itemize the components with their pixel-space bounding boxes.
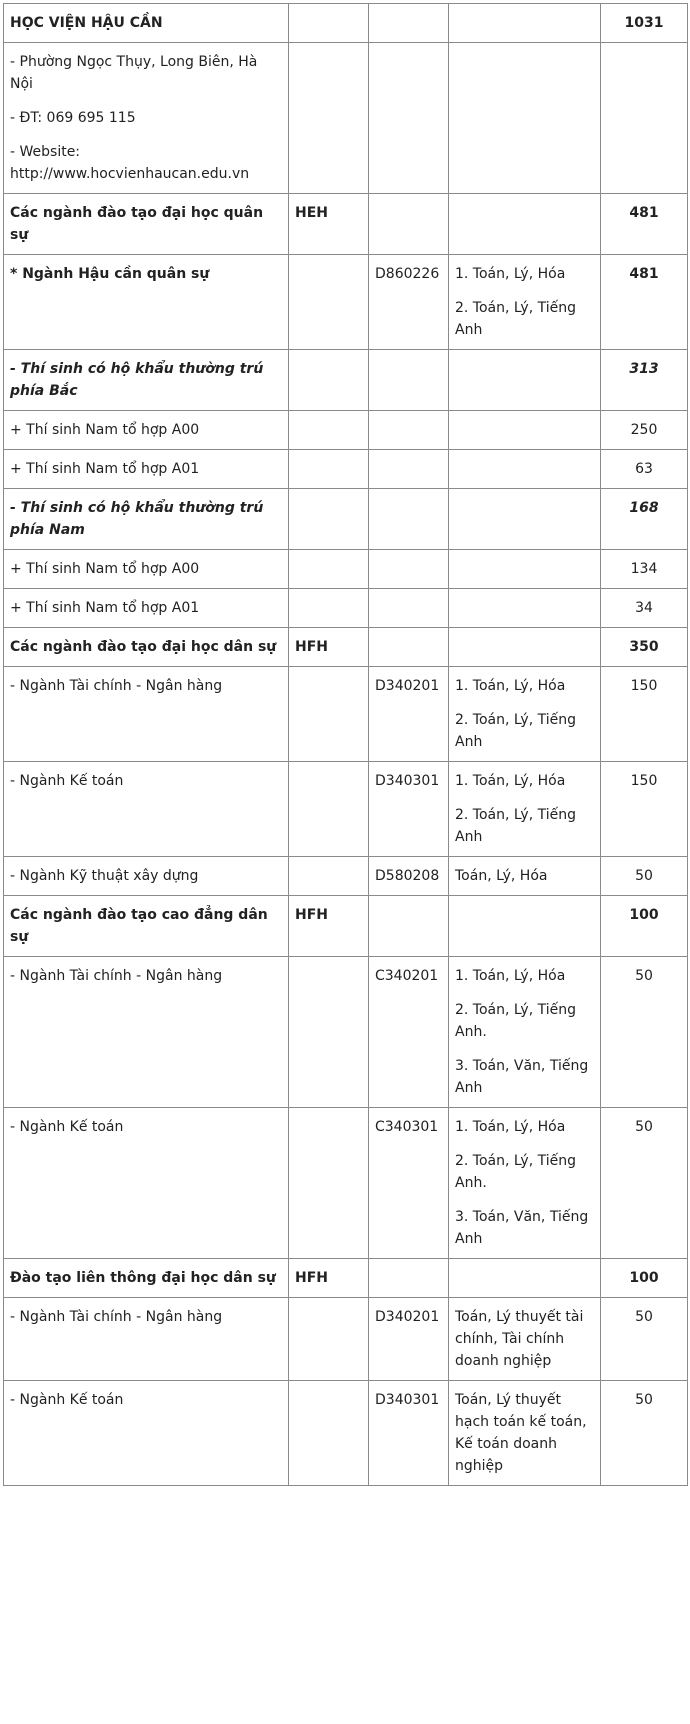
table-row: [4, 194, 688, 255]
school-code: [289, 411, 369, 450]
major-code: D860226: [369, 255, 449, 350]
major-code: C340201: [369, 957, 449, 1108]
subject-combo: 1. Toán, Lý, Hóa: [455, 968, 566, 984]
school-address: - Phường Ngọc Thụy, Long Biên, Hà Nội: [10, 54, 258, 92]
row-name: Các ngành đào tạo cao đẳng dân sự: [4, 896, 289, 957]
quota: 50: [601, 1298, 688, 1381]
row-name: - Ngành Tài chính - Ngân hàng: [4, 957, 289, 1108]
subject-combo: 3. Toán, Văn, Tiếng Anh: [455, 1209, 589, 1247]
admission-table: [3, 3, 688, 1486]
table-row: [4, 255, 688, 350]
table-row: [4, 589, 688, 628]
subject-combos: [449, 489, 601, 550]
table-row: [4, 762, 688, 857]
major-code: [369, 350, 449, 411]
school-info-row: [4, 43, 688, 194]
table-row: [4, 1298, 688, 1381]
school-phone: - ĐT: 069 695 115: [10, 110, 136, 126]
quota: 50: [601, 857, 688, 896]
quota: 34: [601, 589, 688, 628]
row-name: Đào tạo liên thông đại học dân sự: [4, 1259, 289, 1298]
row-name: - Ngành Kế toán: [4, 762, 289, 857]
school-code: HEH: [289, 194, 369, 255]
subject-combos: [449, 1259, 601, 1298]
row-name: - Ngành Kế toán: [4, 1381, 289, 1486]
subject-combo: 2. Toán, Lý, Tiếng Anh: [455, 300, 576, 338]
major-code: D340201: [369, 667, 449, 762]
quota: 134: [601, 550, 688, 589]
subject-combo: Toán, Lý thuyết tài chính, Tài chính doanh nghiệp: [455, 1309, 584, 1369]
table-row: [4, 1381, 688, 1486]
school-code: [289, 857, 369, 896]
quota: 50: [601, 957, 688, 1108]
row-name: - Ngành Tài chính - Ngân hàng: [4, 1298, 289, 1381]
subject-combo: 2. Toán, Lý, Tiếng Anh.: [455, 1002, 576, 1040]
quota: 481: [601, 194, 688, 255]
major-code: [369, 896, 449, 957]
school-code: [289, 255, 369, 350]
row-name: - Ngành Kỹ thuật xây dựng: [4, 857, 289, 896]
subject-combos: [449, 857, 601, 896]
subject-combos: [449, 762, 601, 857]
major-code: [369, 550, 449, 589]
school-code: [289, 589, 369, 628]
quota: 100: [601, 896, 688, 957]
table-row: [4, 1259, 688, 1298]
school-code: [289, 350, 369, 411]
table-row: [4, 667, 688, 762]
subject-combos: [449, 667, 601, 762]
major-code: [369, 1259, 449, 1298]
quota: 481: [601, 255, 688, 350]
subject-combo: 2. Toán, Lý, Tiếng Anh: [455, 807, 576, 845]
quota: 150: [601, 762, 688, 857]
major-code: [369, 194, 449, 255]
subject-combos: [449, 550, 601, 589]
table-row: [4, 628, 688, 667]
subject-combo: 3. Toán, Văn, Tiếng Anh: [455, 1058, 589, 1096]
subject-combo: 1. Toán, Lý, Hóa: [455, 1119, 566, 1135]
school-code: HFH: [289, 1259, 369, 1298]
table-row: [4, 896, 688, 957]
major-code: [369, 628, 449, 667]
major-code: D340201: [369, 1298, 449, 1381]
major-code: D340301: [369, 1381, 449, 1486]
table-row: [4, 1108, 688, 1259]
row-name: Các ngành đào tạo đại học dân sự: [4, 628, 289, 667]
subject-combos: [449, 350, 601, 411]
subject-combos: [449, 255, 601, 350]
subject-combo: 1. Toán, Lý, Hóa: [455, 773, 566, 789]
school-code: [289, 667, 369, 762]
subject-combo: 2. Toán, Lý, Tiếng Anh: [455, 712, 576, 750]
subject-combos: [449, 896, 601, 957]
major-code: D340301: [369, 762, 449, 857]
subject-combos: [449, 411, 601, 450]
row-name: + Thí sinh Nam tổ hợp A00: [4, 411, 289, 450]
row-name: - Ngành Tài chính - Ngân hàng: [4, 667, 289, 762]
school-code: HFH: [289, 628, 369, 667]
table-row: [4, 489, 688, 550]
subject-combos: [449, 628, 601, 667]
table-row: [4, 411, 688, 450]
subject-combos: [449, 450, 601, 489]
school-total: 1031: [601, 4, 688, 43]
school-code: [289, 1381, 369, 1486]
school-code: [289, 450, 369, 489]
quota: 250: [601, 411, 688, 450]
subject-combos: [449, 1108, 601, 1259]
quota: 100: [601, 1259, 688, 1298]
table-row: [4, 550, 688, 589]
row-name: * Ngành Hậu cần quân sự: [4, 255, 289, 350]
major-code: [369, 589, 449, 628]
school-code: HFH: [289, 896, 369, 957]
subject-combos: [449, 1298, 601, 1381]
school-code: [289, 550, 369, 589]
table-row: [4, 350, 688, 411]
school-website: - Website: http://www.hocvienhaucan.edu.vn: [10, 144, 250, 182]
row-name: - Thí sinh có hộ khẩu thường trú phía Bắc: [4, 350, 289, 411]
quota: 168: [601, 489, 688, 550]
major-code: [369, 489, 449, 550]
row-name: + Thí sinh Nam tổ hợp A00: [4, 550, 289, 589]
subject-combos: [449, 589, 601, 628]
quota: 50: [601, 1381, 688, 1486]
subject-combo: 1. Toán, Lý, Hóa: [455, 678, 566, 694]
table-row: [4, 450, 688, 489]
major-code: C340301: [369, 1108, 449, 1259]
row-name: - Thí sinh có hộ khẩu thường trú phía Nam: [4, 489, 289, 550]
subject-combo: Toán, Lý thuyết hạch toán kế toán, Kế toán doanh nghiệp: [455, 1392, 587, 1474]
table-row: [4, 957, 688, 1108]
school-code: [289, 1298, 369, 1381]
row-name: + Thí sinh Nam tổ hợp A01: [4, 450, 289, 489]
school-code: [289, 489, 369, 550]
subject-combo: 2. Toán, Lý, Tiếng Anh.: [455, 1153, 576, 1191]
major-code: [369, 450, 449, 489]
school-header-row: [4, 4, 688, 43]
row-name: + Thí sinh Nam tổ hợp A01: [4, 589, 289, 628]
subject-combos: [449, 194, 601, 255]
subject-combo: 1. Toán, Lý, Hóa: [455, 266, 566, 282]
row-name: - Ngành Kế toán: [4, 1108, 289, 1259]
quota: 150: [601, 667, 688, 762]
major-code: D580208: [369, 857, 449, 896]
school-code: [289, 957, 369, 1108]
subject-combos: [449, 1381, 601, 1486]
table-row: [4, 857, 688, 896]
quota: 50: [601, 1108, 688, 1259]
subject-combos: [449, 957, 601, 1108]
quota: 350: [601, 628, 688, 667]
school-name: HỌC VIỆN HẬU CẦN: [4, 4, 289, 43]
subject-combo: Toán, Lý, Hóa: [455, 868, 548, 884]
quota: 313: [601, 350, 688, 411]
row-name: Các ngành đào tạo đại học quân sự: [4, 194, 289, 255]
school-code: [289, 762, 369, 857]
major-code: [369, 411, 449, 450]
school-code: [289, 1108, 369, 1259]
quota: 63: [601, 450, 688, 489]
school-info: [4, 43, 289, 194]
